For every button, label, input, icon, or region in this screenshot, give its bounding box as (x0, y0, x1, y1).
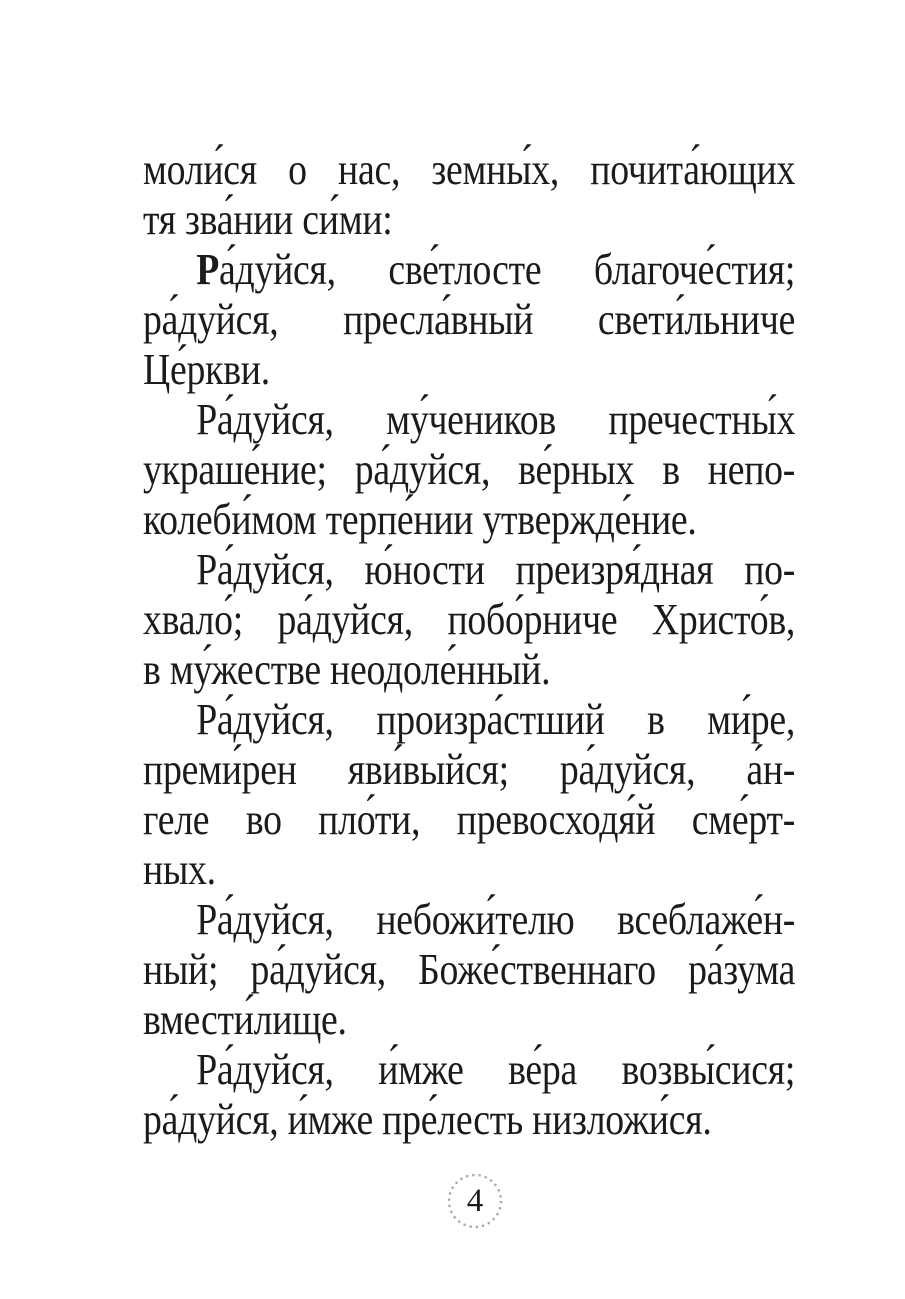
text-line: геле во пло́ти, превосходя́й сме́рт- (143, 795, 796, 844)
text-line: Це́ркви. (143, 345, 270, 394)
text-line: преми́рен яви́выйся; ра́дуйся, а́н- (143, 745, 796, 794)
paragraph (143, 695, 795, 895)
text-line: колеби́мом терпе́нии утвержде́ние. (143, 495, 697, 544)
text-line: Ра́дуйся, ю́ности преизря́дная по- (196, 545, 796, 594)
text-line: украше́ние; ра́дуйся, ве́рных в непо- (143, 445, 796, 494)
text-line: ных. (143, 845, 216, 894)
paragraph (143, 245, 795, 395)
text-line: хвало́; ра́дуйся, побо́рниче Христо́в, (143, 595, 796, 644)
text-line: ра́дуйся, и́мже пре́лесть низложи́ся. (143, 1095, 712, 1144)
text-line (143, 245, 795, 295)
text-line: вмести́лище. (143, 995, 347, 1044)
bold-initial: Р (196, 245, 220, 294)
paragraph (143, 145, 795, 245)
text-line: ра́дуйся, пресла́вный свети́льниче (143, 295, 796, 344)
paragraph (143, 545, 795, 695)
page-number: 4 (466, 1182, 484, 1219)
text-line: моли́ся о нас, земны́х, почита́ющих (143, 145, 796, 194)
text-line: Ра́дуйся, произра́стший в ми́ре, (196, 695, 796, 744)
paragraph (143, 1045, 795, 1145)
text-line: тя зва́нии си́ми: (143, 195, 393, 244)
page-text (143, 145, 795, 1145)
paragraph (143, 395, 795, 545)
text-line: Ра́дуйся, му́чеников пречестны́х (196, 395, 796, 444)
text-line: в му́жестве неодоле́нный. (143, 645, 551, 694)
page-number-ornament (444, 1170, 506, 1232)
text-line: Ра́дуйся, и́мже ве́ра возвы́сися; (196, 1045, 796, 1094)
line-text: а́дуйся, све́тлосте благоче́стия; (219, 245, 796, 294)
text-line: Ра́дуйся, небожи́телю всеблаже́н- (196, 895, 796, 944)
text-line: ный; ра́дуйся, Боже́ственнаго ра́зума (143, 945, 796, 994)
paragraph (143, 895, 795, 1045)
